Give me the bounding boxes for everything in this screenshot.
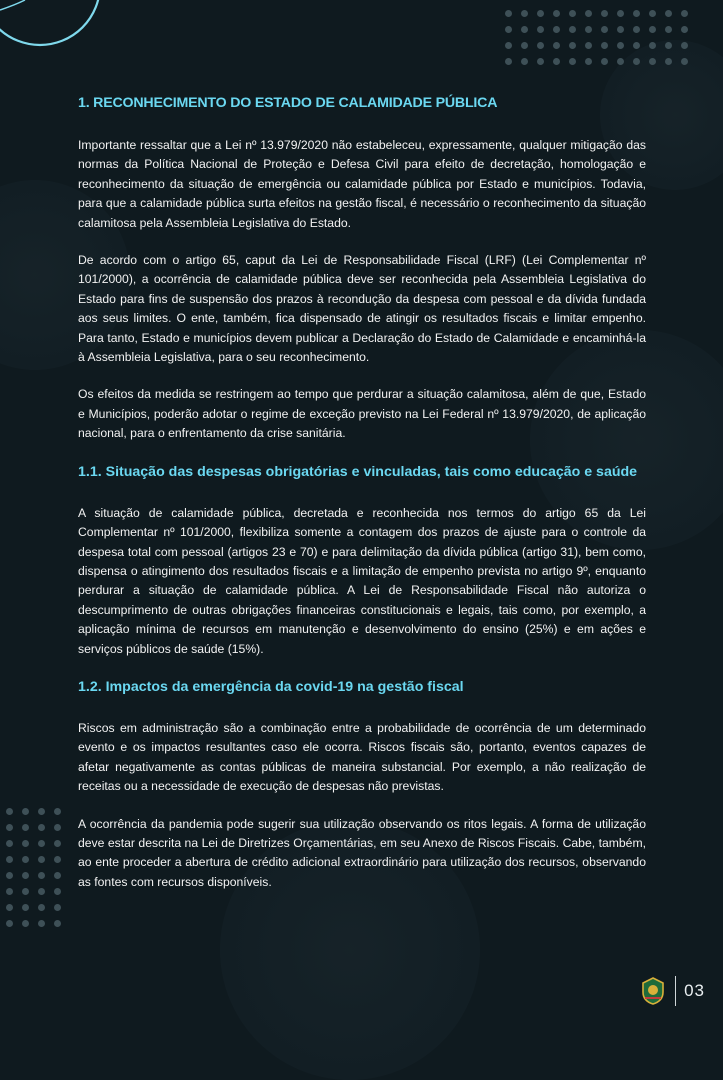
decorative-dot [665, 42, 672, 49]
section-1-2-paragraph: A ocorrência da pandemia pode sugerir sua utilização observando os ritos legais. A forma de utilização deve estar descrita na Lei de Diretrizes Orçamentárias, em seu Anexo de Riscos Fiscais. Cabe, também, ao ente proceder a abertura de crédito adicional extraordinário para utilização dos recursos, observando as fontes com recursos disponíveis. [78, 816, 646, 889]
decorative-dot [569, 42, 576, 49]
decorative-dot [553, 10, 560, 17]
decorative-dot [505, 58, 512, 65]
decorative-dot [585, 10, 592, 17]
decorative-dot [38, 920, 45, 927]
decorative-dot [521, 58, 528, 65]
decorative-dot [553, 42, 560, 49]
decorative-dot [665, 10, 672, 17]
decorative-dot [585, 58, 592, 65]
decorative-dot [38, 840, 45, 847]
decorative-dot [54, 888, 61, 895]
decorative-dot [617, 42, 624, 49]
decorative-dot [22, 920, 29, 927]
section-1-1-paragraph: A situação de calamidade pública, decretada e reconhecida nos termos do artigo 65 da Lei Complementar nº 101/2000, flexibiliza somente a contagem dos prazos de ajuste para o controle da despesa total com pessoal (artigos 23 e 70) e para delimitação da dívida pública (artigo 31), bem como, dispensa o atingimento dos resultados fiscais e a limitação de empenho prevista no artigo 9º, enquanto perdurar a situação de calamidade pública. A Lei de Responsabilidade Fiscal não autoriza o descumprimento de outras obrigações financeiras constitucionais e legais, tais como, por exemplo, a aplicação mínima de recursos em manutenção e desenvolvimento do ensino (25%) e em ações e serviços públicos de saúde (15%). [78, 505, 646, 656]
decorative-dot [6, 920, 13, 927]
decorative-dot [681, 10, 688, 17]
section-1-paragraph: De acordo com o artigo 65, caput da Lei de Responsabilidade Fiscal (LRF) (Lei Complementar nº 101/2000), a ocorrência de calamidade pública deve ser reconhecida pela Assembleia Legislativa do Estado para fins de suspensão dos prazos à recondução da despesa com pessoal e da dívida fundada aos seus limites. O ente, também, fica dispensado de atingir os resultados fiscais e limitar empenho. Para tanto, Estado e municípios devem publicar a Declaração do Estado de Calamidade e encaminhá-la à Assembleia Legislativa, para o seu reconhecimento. [78, 253, 646, 365]
decorative-dot [681, 58, 688, 65]
decorative-dot [54, 856, 61, 863]
decorative-dot [681, 42, 688, 49]
decorative-dot [649, 58, 656, 65]
decorative-dot [6, 888, 13, 895]
page-number: 03 [684, 981, 705, 1000]
decorative-dot [601, 10, 608, 17]
decorative-dot [665, 58, 672, 65]
decorative-dot [54, 872, 61, 879]
decorative-dot [585, 42, 592, 49]
decorative-dot [681, 26, 688, 33]
decorative-dot [633, 58, 640, 65]
decorative-dot [54, 824, 61, 831]
decorative-dot [569, 58, 576, 65]
decorative-dot [601, 26, 608, 33]
decorative-dot [6, 808, 13, 815]
decorative-dot [649, 26, 656, 33]
decorative-dot [633, 42, 640, 49]
decorative-dot [537, 26, 544, 33]
decorative-dot [54, 904, 61, 911]
decorative-dot [617, 26, 624, 33]
decorative-dot [38, 904, 45, 911]
decorative-dot [38, 824, 45, 831]
decorative-dot [6, 904, 13, 911]
decorative-dot [38, 872, 45, 879]
decorative-dot [569, 26, 576, 33]
decorative-dot [22, 808, 29, 815]
decorative-dot [585, 26, 592, 33]
decorative-dot [22, 872, 29, 879]
decorative-dot [54, 808, 61, 815]
decorative-dot [22, 904, 29, 911]
decorative-dot [22, 856, 29, 863]
decorative-dot [6, 840, 13, 847]
document-body [78, 94, 646, 910]
decorative-dot [601, 42, 608, 49]
decorative-dot [6, 872, 13, 879]
decorative-dot [633, 10, 640, 17]
dot-grid-bottom-left [6, 808, 61, 927]
section-1-paragraph: Os efeitos da medida se restringem ao tempo que perdurar a situação calamitosa, além de que, Estado e Municípios, poderão adotar o regime de exceção previsto na Lei Federal nº 13.979/2020, de aplicação nacional, para o enfrentamento da crise sanitária. [78, 387, 646, 441]
decorative-dot [22, 888, 29, 895]
decorative-dot [22, 824, 29, 831]
decorative-dot [649, 10, 656, 17]
decorative-dot [537, 42, 544, 49]
decorative-dot [553, 26, 560, 33]
section-1-heading: 1. RECONHECIMENTO DO ESTADO DE CALAMIDADE PÚBLICA [78, 95, 498, 111]
decorative-dot [38, 808, 45, 815]
decorative-dot [54, 840, 61, 847]
section-1-1-heading: 1.1. Situação das despesas obrigatórias e vinculadas, tais como educação e saúde [78, 463, 638, 480]
section-1-paragraph: Importante ressaltar que a Lei nº 13.979/2020 não estabeleceu, expressamente, qualquer mitigação das normas da Política Nacional de Proteção e Defesa Civil para efeito de decretação, homologação e reconhecimento da situação de emergência ou calamidade pública por Estado e municípios. Todavia, para que a calamidade pública surta efeitos na gestão fiscal, é necessário o reconhecimento da situação calamitosa pela Assembleia Legislativa do Estado. [78, 138, 646, 230]
dot-grid-top-right [505, 10, 688, 65]
decorative-dot [521, 42, 528, 49]
decorative-arc-icon [0, 0, 120, 80]
section-1-2-paragraph: Riscos em administração são a combinação entre a probabilidade de ocorrência de um determinado evento e os impactos resultantes caso ele ocorra. Riscos fiscais são, portanto, eventos capazes de afetar negativamente as contas públicas de maneira substancial. Por exemplo, a não realização de receitas ou a necessidade de execução de despesas não previstas. [78, 720, 646, 794]
decorative-dot [505, 42, 512, 49]
decorative-dot [54, 920, 61, 927]
decorative-dot [38, 888, 45, 895]
decorative-dot [601, 58, 608, 65]
decorative-dot [569, 10, 576, 17]
decorative-dot [521, 26, 528, 33]
footer-separator [675, 976, 676, 1006]
decorative-dot [6, 824, 13, 831]
section-1-2-heading: 1.2. Impactos da emergência da covid-19 na gestão fiscal [78, 678, 464, 695]
decorative-dot [665, 26, 672, 33]
decorative-dot [521, 10, 528, 17]
state-coat-of-arms-icon [639, 976, 667, 1006]
decorative-dot [6, 856, 13, 863]
decorative-dot [633, 26, 640, 33]
decorative-dot [537, 58, 544, 65]
decorative-dot [505, 26, 512, 33]
decorative-dot [38, 856, 45, 863]
decorative-dot [505, 10, 512, 17]
decorative-dot [22, 840, 29, 847]
decorative-dot [617, 10, 624, 17]
page-footer [639, 976, 705, 1006]
decorative-dot [537, 10, 544, 17]
decorative-dot [553, 58, 560, 65]
decorative-dot [617, 58, 624, 65]
decorative-dot [649, 42, 656, 49]
